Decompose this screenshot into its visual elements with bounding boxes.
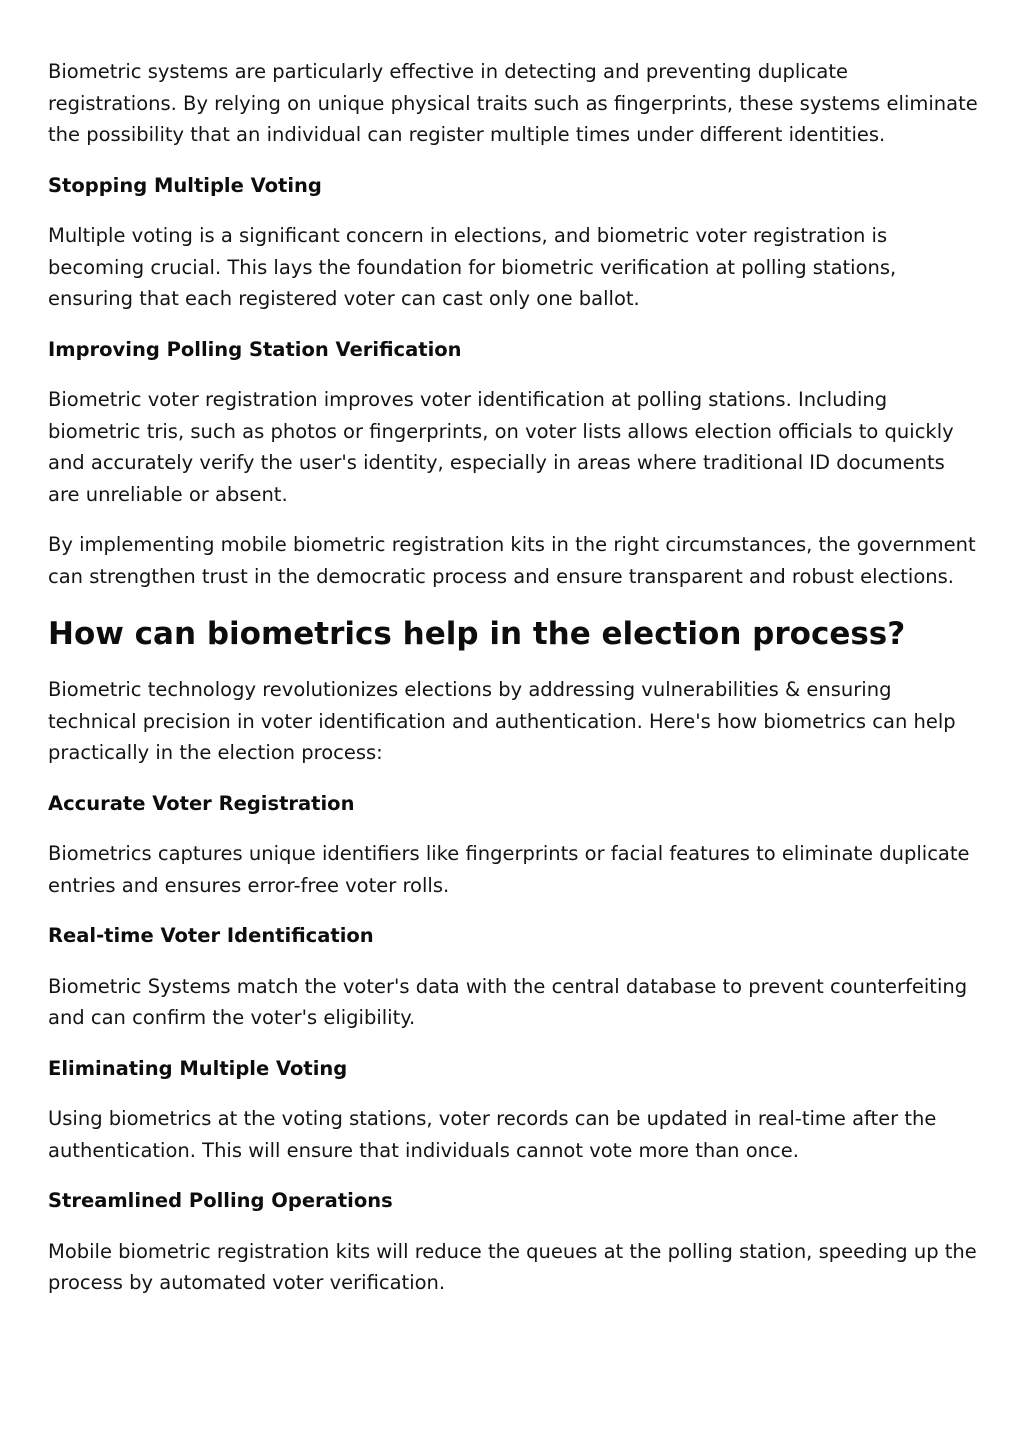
paragraph-unique-identifiers: Biometrics captures unique identifiers like fingerprints or facial features to eliminate duplicate entries and ensures error-free voter rolls.	[48, 842, 970, 897]
heading-how-biometrics-help: How can biometrics help in the election process?	[48, 616, 906, 652]
heading-eliminating-multiple-voting: Eliminating Multiple Voting	[48, 1056, 348, 1080]
paragraph-real-time-records: Using biometrics at the voting stations, voter records can be updated in real-time after the authentication. This will ensure that individuals cannot vote more than once.	[48, 1107, 937, 1162]
paragraph-voter-identification: Biometric voter registration improves voter identification at polling stations. Including biometric tris, such as photos or fingerprints, on voter lists allows election officials to quickly and accurately verify the user's identity, especially in areas where traditional ID documents are unreliable or absent.	[48, 388, 954, 506]
paragraph-reduce-queues: Mobile biometric registration kits will reduce the queues at the polling station, speeding up the process by automated voter verification.	[48, 1239, 977, 1294]
heading-improving-polling-station-verification: Improving Polling Station Verification	[48, 337, 462, 361]
heading-streamlined-polling-operations: Streamlined Polling Operations	[48, 1189, 393, 1212]
paragraph-central-database-match: Biometric Systems match the voter's data with the central database to prevent counterfeiting and can confirm the voter's eligibility.	[48, 974, 968, 1029]
document-page	[48, 56, 978, 1318]
heading-stopping-multiple-voting: Stopping Multiple Voting	[48, 173, 322, 197]
paragraph-biometric-technology-intro: Biometric technology revolutionizes elections by addressing vulnerabilities & ensuring technical precision in voter identification and authentication. Here's how biometrics can help practically in the election process:	[48, 678, 956, 764]
paragraph-duplicate-registrations: Biometric systems are particularly effective in detecting and preventing duplicate registrations. By relying on unique physical traits such as fingerprints, these systems eliminate the possibility that an individual can register multiple times under different identities.	[48, 60, 978, 146]
paragraph-multiple-voting-concern: Multiple voting is a significant concern in elections, and biometric voter registration is becoming crucial. This lays the foundation for biometric verification at polling stations, ensuring that each registered voter can cast only one ballot.	[48, 224, 897, 310]
heading-accurate-voter-registration: Accurate Voter Registration	[48, 791, 355, 815]
heading-real-time-voter-identification: Real-time Voter Identification	[48, 924, 374, 947]
paragraph-mobile-kits-trust: By implementing mobile biometric registration kits in the right circumstances, the government can strengthen trust in the democratic process and ensure transparent and robust elections.	[48, 533, 976, 588]
